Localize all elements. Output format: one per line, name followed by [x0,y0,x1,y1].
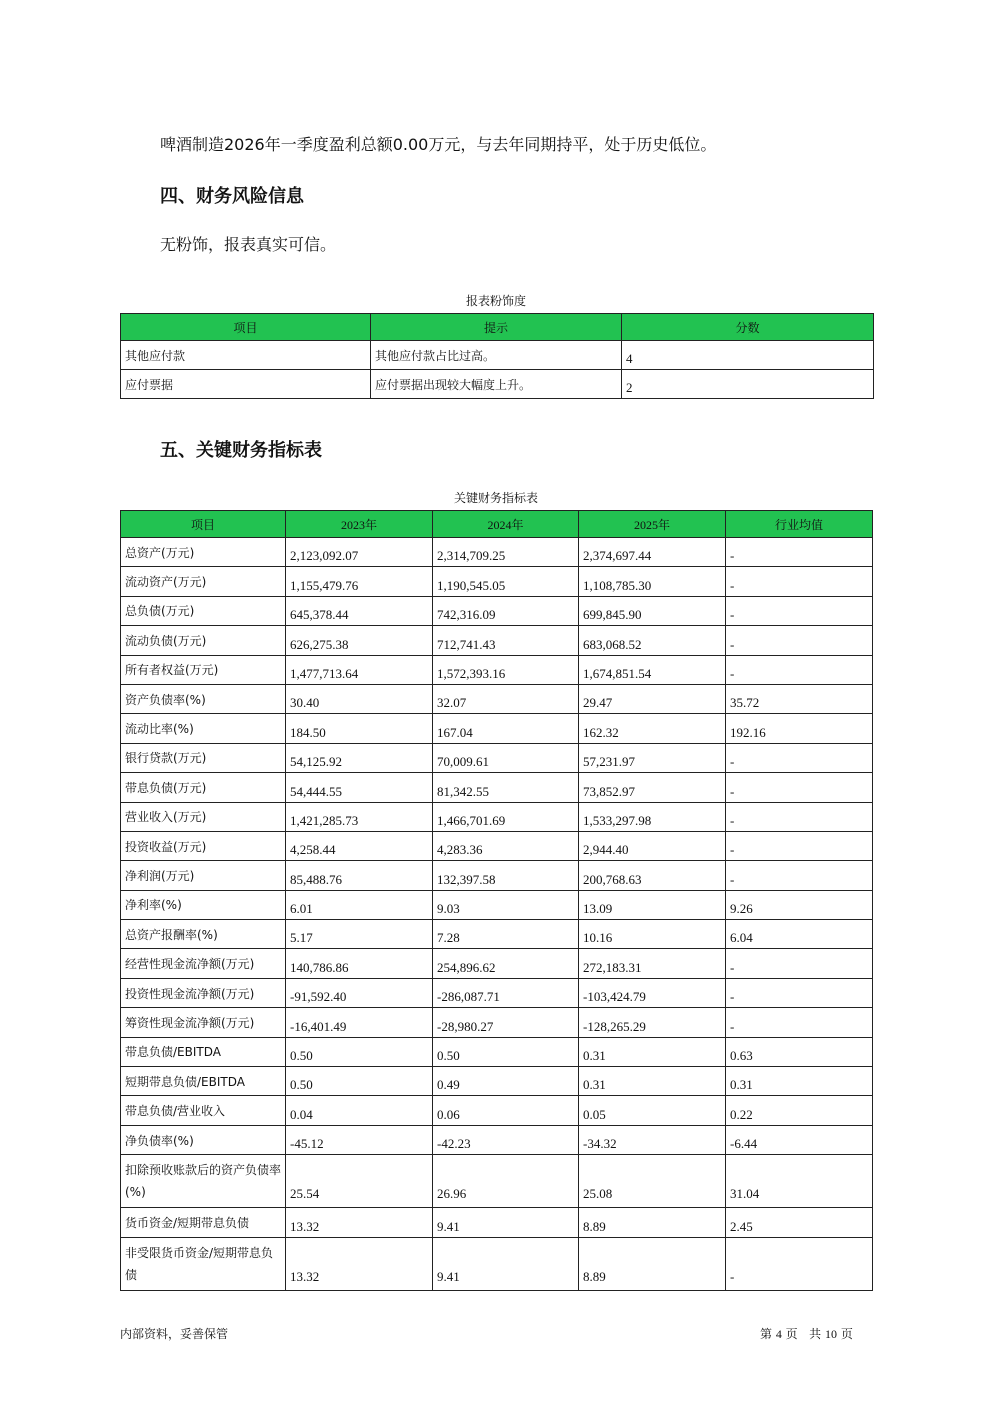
table-cell: - [726,596,873,625]
table-cell: 254,896.62 [433,949,579,978]
table-cell: 25.54 [286,1155,433,1208]
table-cell: 1,572,393.16 [433,655,579,684]
column-header: 2024年 [433,511,579,538]
table-cell: - [726,1008,873,1037]
table-cell: 31.04 [726,1155,873,1208]
table-cell: 1,477,713.64 [286,655,433,684]
row-label: 带息负债/营业收入 [121,1096,286,1125]
table-cell: 1,155,479.76 [286,567,433,596]
table-cell: 70,009.61 [433,743,579,772]
table-cell: 2,314,709.25 [433,538,579,567]
table-cell: 0.31 [726,1067,873,1096]
table-row [121,596,873,625]
table-cell: -28,980.27 [433,1008,579,1037]
table-row [121,626,873,655]
table-cell: 699,845.90 [579,596,726,625]
table-cell: - [726,743,873,772]
table-row [121,802,873,831]
table-cell: 645,378.44 [286,596,433,625]
table-cell: -6.44 [726,1125,873,1154]
table-cell: 81,342.55 [433,773,579,802]
row-label: 总资产(万元) [121,538,286,567]
table-row [121,1155,873,1208]
table-cell: 2,123,092.07 [286,538,433,567]
table-cell: 0.49 [433,1067,579,1096]
table-row [121,773,873,802]
row-label: 带息负债(万元) [121,773,286,802]
table-cell: 184.50 [286,714,433,743]
table-cell: - [726,1237,873,1290]
table-cell: 26.96 [433,1155,579,1208]
row-label: 营业收入(万元) [121,802,286,831]
table-row [121,920,873,949]
table-cell: 742,316.09 [433,596,579,625]
table-cell: 2,944.40 [579,831,726,860]
table-cell: 0.06 [433,1096,579,1125]
table-row [121,1208,873,1237]
table-cell: 13.32 [286,1237,433,1290]
table-row [121,1037,873,1066]
table-cell: - [726,949,873,978]
table-cell: - [726,538,873,567]
row-label: 经营性现金流净额(万元) [121,949,286,978]
table-cell: 192.16 [726,714,873,743]
table-cell: 1,190,545.05 [433,567,579,596]
table-cell: - [726,626,873,655]
risk-table-caption: 报表粉饰度 [465,294,526,308]
table-cell: 85,488.76 [286,861,433,890]
table-cell: 35.72 [726,684,873,713]
table-row [121,743,873,772]
table-cell: 1,466,701.69 [433,802,579,831]
table-cell: - [726,831,873,860]
table-cell: 应付票据出现较大幅度上升。 [371,370,622,399]
table-row [121,1067,873,1096]
table-cell: 0.50 [286,1037,433,1066]
intro-paragraph: 啤酒制造2026年一季度盈利总额0.00万元，与去年同期持平，处于历史低位。 [160,135,717,154]
table-cell: 140,786.86 [286,949,433,978]
table-cell: 0.04 [286,1096,433,1125]
table-cell: 4 [622,341,874,370]
table-row [121,949,873,978]
table-cell: 1,108,785.30 [579,567,726,596]
table-cell: 2.45 [726,1208,873,1237]
table-cell: -286,087.71 [433,978,579,1007]
footer-confidential: 内部资料，妥善保管 [120,1327,229,1341]
row-label: 资产负债率(%) [121,684,286,713]
row-label: 带息负债/EBITDA [121,1037,286,1066]
kpi-table-caption: 关键财务指标表 [453,491,538,505]
row-label: 总资产报酬率(%) [121,920,286,949]
section5-heading: 五、关键财务指标表 [160,440,322,461]
table-row [121,567,873,596]
footer-page-number: 第 4 页 共 10 页 [760,1327,853,1341]
table-cell: 2 [622,370,874,399]
table-cell: -34.32 [579,1125,726,1154]
column-header: 项目 [121,511,286,538]
table-row [121,831,873,860]
table-cell: 9.26 [726,890,873,919]
row-label: 流动负债(万元) [121,626,286,655]
table-cell: -42.23 [433,1125,579,1154]
table-cell: 57,231.97 [579,743,726,772]
row-label: 非受限货币资金/短期带息负债 [121,1237,286,1290]
table-cell: 54,444.55 [286,773,433,802]
table-cell: 4,258.44 [286,831,433,860]
column-header: 行业均值 [726,511,873,538]
table-cell: 30.40 [286,684,433,713]
row-label: 总负债(万元) [121,596,286,625]
table-cell: 32.07 [433,684,579,713]
table-cell: -103,424.79 [579,978,726,1007]
table-cell: 10.16 [579,920,726,949]
table-cell: 7.28 [433,920,579,949]
table-cell: -45.12 [286,1125,433,1154]
row-label: 流动资产(万元) [121,567,286,596]
section4-text: 无粉饰，报表真实可信。 [160,235,337,254]
table-row [121,538,873,567]
table-cell: - [726,802,873,831]
table-row [121,684,873,713]
table-cell: -16,401.49 [286,1008,433,1037]
table-cell: 0.50 [433,1037,579,1066]
row-label: 所有者权益(万元) [121,655,286,684]
table-cell: 2,374,697.44 [579,538,726,567]
row-label: 净利润(万元) [121,861,286,890]
table-cell: - [726,978,873,1007]
table-cell: 9.41 [433,1208,579,1237]
table-cell: 54,125.92 [286,743,433,772]
kpi-table [120,510,873,1291]
table-cell: 0.63 [726,1037,873,1066]
row-label: 净利率(%) [121,890,286,919]
table-cell: 626,275.38 [286,626,433,655]
table-cell: 6.04 [726,920,873,949]
table-row [121,861,873,890]
table-row [121,370,874,399]
table-cell: 1,533,297.98 [579,802,726,831]
table-cell: 29.47 [579,684,726,713]
table-cell: 0.50 [286,1067,433,1096]
risk-table [120,313,874,399]
table-cell: -91,592.40 [286,978,433,1007]
row-label: 净负债率(%) [121,1125,286,1154]
table-row [121,978,873,1007]
table-cell: 1,674,851.54 [579,655,726,684]
table-cell: - [726,861,873,890]
kpi-table-body [121,538,873,1291]
table-cell: - [726,567,873,596]
table-cell: - [726,773,873,802]
table-row [121,890,873,919]
table-cell: 73,852.97 [579,773,726,802]
table-cell: 162.32 [579,714,726,743]
table-cell: 5.17 [286,920,433,949]
table-cell: 0.31 [579,1037,726,1066]
kpi-table-header [121,511,873,538]
table-row [121,341,874,370]
table-cell: - [726,655,873,684]
table-cell: 13.09 [579,890,726,919]
column-header: 提示 [371,314,622,341]
table-cell: 4,283.36 [433,831,579,860]
row-label: 银行贷款(万元) [121,743,286,772]
table-cell: 13.32 [286,1208,433,1237]
row-label: 其他应付款 [121,341,371,370]
column-header: 项目 [121,314,371,341]
table-row [121,655,873,684]
table-cell: 25.08 [579,1155,726,1208]
table-cell: 272,183.31 [579,949,726,978]
table-cell: 0.22 [726,1096,873,1125]
row-label: 投资性现金流净额(万元) [121,978,286,1007]
table-cell: 8.89 [579,1208,726,1237]
table-row [121,1096,873,1125]
table-cell: 0.31 [579,1067,726,1096]
table-cell: 132,397.58 [433,861,579,890]
row-label: 投资收益(万元) [121,831,286,860]
risk-table-header [121,314,874,341]
row-label: 应付票据 [121,370,371,399]
table-cell: -128,265.29 [579,1008,726,1037]
risk-table-body [121,341,874,399]
table-cell: 1,421,285.73 [286,802,433,831]
table-cell: 6.01 [286,890,433,919]
table-cell: 9.41 [433,1237,579,1290]
column-header: 分数 [622,314,874,341]
table-cell: 8.89 [579,1237,726,1290]
row-label: 筹资性现金流净额(万元) [121,1008,286,1037]
table-row [121,714,873,743]
row-label: 扣除预收账款后的资产负债率(%) [121,1155,286,1208]
section4-heading: 四、财务风险信息 [160,186,304,207]
table-cell: 167.04 [433,714,579,743]
table-cell: 683,068.52 [579,626,726,655]
row-label: 货币资金/短期带息负债 [121,1208,286,1237]
row-label: 短期带息负债/EBITDA [121,1067,286,1096]
table-row [121,1008,873,1037]
table-cell: 200,768.63 [579,861,726,890]
column-header: 2025年 [579,511,726,538]
table-row [121,1237,873,1290]
table-cell: 9.03 [433,890,579,919]
row-label: 流动比率(%) [121,714,286,743]
table-cell: 712,741.43 [433,626,579,655]
table-cell: 0.05 [579,1096,726,1125]
table-row [121,1125,873,1154]
column-header: 2023年 [286,511,433,538]
table-cell: 其他应付款占比过高。 [371,341,622,370]
